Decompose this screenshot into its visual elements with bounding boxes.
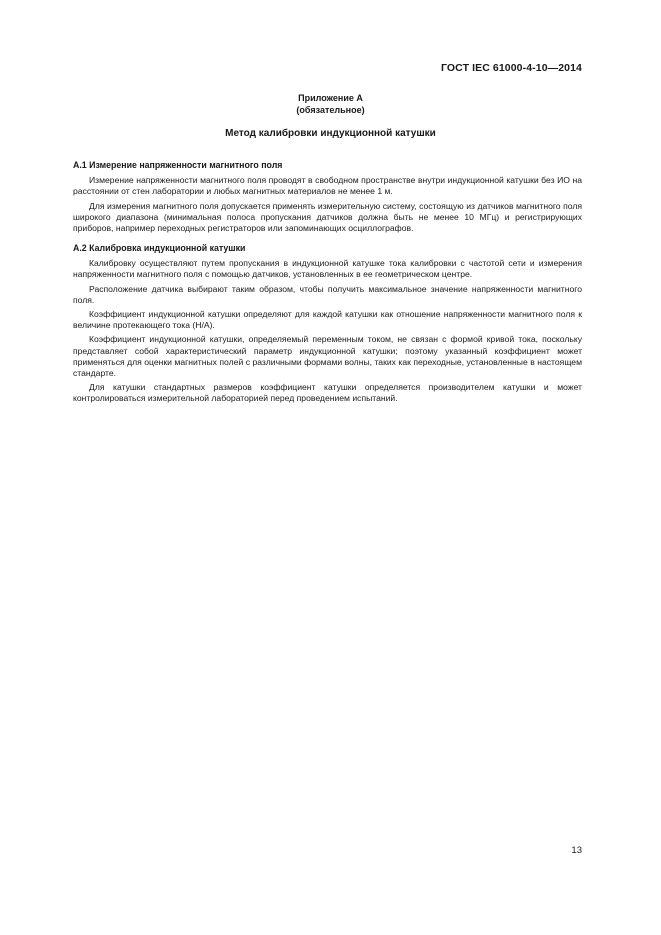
paragraph: Расположение датчика выбирают таким образом, чтобы получить максимальное значение напряженности магнитного поля.	[73, 283, 582, 305]
page-number: 13	[571, 845, 582, 856]
section-heading: А.2 Калибровка индукционной катушки	[73, 243, 246, 253]
paragraph: Калибровку осуществляют путем пропускания в индукционной катушке тока калибровки с частотой сети и измерения напряженности магнитного поля с помощью датчиков, установленных в ее геометрическом центре.	[73, 258, 582, 280]
document-title: Метод калибровки индукционной катушки	[225, 128, 436, 139]
paragraph: Коэффициент индукционной катушки определяют для каждой катушки как отношение напряженности магнитного поля к величине протекающего тока (H/A).	[73, 309, 582, 331]
paragraph: Коэффициент индукционной катушки, определяемый переменным током, не связан с формой кривой тока, поскольку представляет собой характеристический параметр индукционной катушки; поэтому указанный коэффициент может применяться для оценки магнитных полей с различными формами волны, таких как переходные, установленные в настоящем стандарте.	[73, 334, 582, 379]
paragraph: Для катушки стандартных размеров коэффициент катушки определяется производителем катушки и может контролироваться измерительной лабораторией перед проведением испытаний.	[73, 382, 582, 404]
annex-status: (обязательное)	[296, 105, 365, 115]
paragraph: Для измерения магнитного поля допускается применять измерительную систему, состоящую из датчиков магнитного поля широкого диапазона (минимальная полоса пропускания датчиков должна быть не менее 10 МГц) и регистрирующих приборов, например переходных регистраторов или запоминающих осциллографов.	[73, 200, 582, 234]
standard-header: ГОСТ IEC 61000-4-10—2014	[440, 62, 582, 74]
section-heading: А.1 Измерение напряженности магнитного поля	[73, 160, 283, 170]
section-a1	[73, 160, 582, 234]
annex-title: Приложение А	[298, 93, 363, 103]
section-a2	[73, 243, 582, 405]
paragraph: Измерение напряженности магнитного поля проводят в свободном пространстве внутри индукционной катушки без ИО на расстоянии от стен лаборатории и любых магнитных материалов не менее 1 м.	[73, 175, 582, 197]
